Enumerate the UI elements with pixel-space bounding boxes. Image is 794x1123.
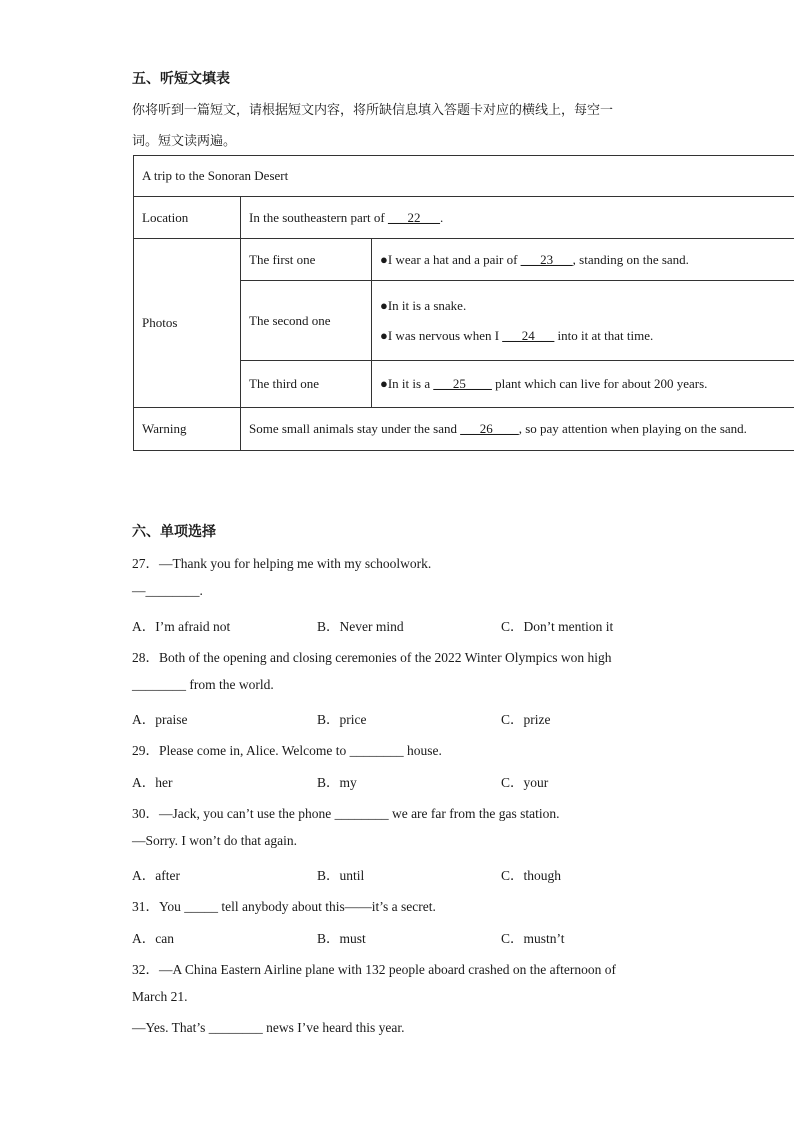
third-photo-label: The third one (241, 361, 372, 408)
warning-pre: Some small animals stay under the sand (249, 421, 461, 436)
q31-option-c[interactable]: C．mustn’t (501, 931, 565, 946)
q30-option-c[interactable]: C．though (501, 868, 562, 883)
second-photo-line2 (380, 328, 794, 344)
q31-option-a[interactable]: A．can (132, 931, 174, 946)
third-photo-cell (372, 361, 794, 408)
q27-option-b[interactable]: B．Never mind (317, 619, 404, 634)
third-photo-pre: ●In it is a (380, 376, 434, 391)
q29-option-c[interactable]: C．your (501, 775, 549, 790)
q28-stem: 28．Both of the opening and closing ceremonies of the 2022 Winter Olympics won high (132, 650, 612, 665)
q28-option-b[interactable]: B．price (317, 712, 367, 727)
blank-23[interactable]: ___23___ (520, 251, 573, 267)
warning-label: Warning (134, 408, 241, 451)
q28-option-c[interactable]: C．prize (501, 712, 551, 727)
q30-response: —Sorry. I won’t do that again. (132, 833, 297, 848)
q30-option-b[interactable]: B．until (317, 868, 365, 883)
location-text: In the southeastern part of (249, 209, 388, 225)
table-title: A trip to the Sonoran Desert (134, 156, 794, 197)
blank-24[interactable]: ___24___ (502, 327, 555, 343)
q32-stem-cont: March 21. (132, 989, 188, 1004)
section5-instruction-line1: 你将听到一篇短文，请根据短文内容，将所缺信息填入答题卡对应的横线上，每空一 (132, 103, 614, 118)
second-photo-post: into it at that time. (554, 327, 654, 343)
first-photo-label: The first one (241, 239, 372, 281)
blank-25[interactable]: ___25____ (433, 376, 492, 391)
blank-22[interactable]: ___22___ (387, 209, 440, 225)
q31-stem: 31．You _____ tell anybody about this——it’s a secret. (132, 899, 436, 914)
warning-cell (241, 408, 794, 451)
third-photo-post: plant which can live for about 200 years. (491, 376, 708, 391)
first-photo-cell (372, 239, 794, 281)
q29-option-a[interactable]: A．her (132, 775, 173, 790)
photos-label: Photos (134, 239, 241, 408)
first-photo-pre: ●I wear a hat and a pair of (380, 251, 521, 267)
q27-option-c[interactable]: C．Don’t mention it (501, 619, 614, 634)
q30-option-a[interactable]: A．after (132, 868, 180, 883)
section5-instruction-line2: 词。短文读两遍。 (132, 134, 237, 149)
q31-option-b[interactable]: B．must (317, 931, 366, 946)
section6-title: 六、单项选择 (132, 524, 216, 540)
q30-stem: 30．—Jack, you can’t use the phone ________ we are far from the gas station. (132, 806, 560, 821)
location-cell (241, 197, 794, 239)
blank-26[interactable]: ___26____ (460, 421, 519, 436)
location-end: . (439, 209, 444, 225)
q29-option-b[interactable]: B．my (317, 775, 357, 790)
q29-stem: 29．Please come in, Alice. Welcome to ________ house. (132, 743, 442, 758)
q32-response: —Yes. That’s ________ news I’ve heard this year. (132, 1020, 405, 1035)
listening-table (133, 155, 794, 451)
q27-response: —________. (132, 583, 203, 598)
first-photo-post: , standing on the sand. (572, 251, 689, 267)
q28-stem-cont: ________ from the world. (132, 677, 274, 692)
q32-stem: 32．—A China Eastern Airline plane with 132 people aboard crashed on the afternoon of (132, 962, 616, 977)
second-photo-cell (372, 281, 794, 361)
section5-title: 五、听短文填表 (132, 71, 230, 87)
second-photo-pre: ●I was nervous when I (380, 327, 503, 343)
second-photo-label: The second one (241, 281, 372, 361)
warning-post: , so pay attention when playing on the sand. (518, 421, 747, 436)
location-label: Location (134, 197, 241, 239)
q27-stem: 27．—Thank you for helping me with my schoolwork. (132, 556, 432, 571)
second-photo-line1: ●In it is a snake. (380, 297, 467, 313)
q28-option-a[interactable]: A．praise (132, 712, 188, 727)
q27-option-a[interactable]: A．I’m afraid not (132, 619, 231, 634)
